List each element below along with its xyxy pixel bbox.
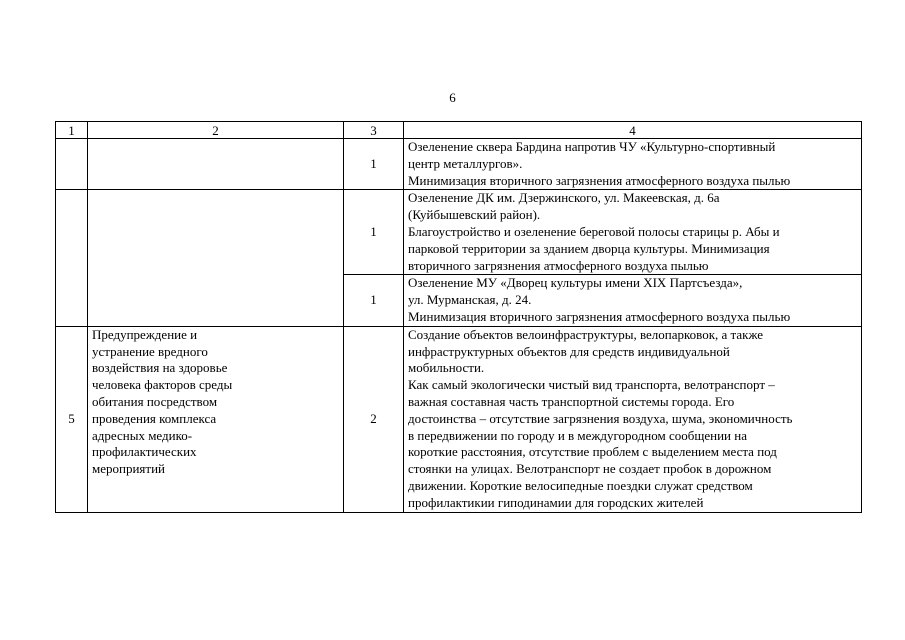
row-number-cell [56,190,88,326]
description-cell [404,190,862,275]
task-cell [88,139,344,190]
amount-cell: 1 [344,190,404,275]
header-cell-3: 3 [344,122,404,139]
task-line: адресных медико- [92,427,193,443]
task-line: человека факторов среды [92,377,233,393]
task-line: проведения комплекса [92,410,217,426]
description-line: Озеленение ДК им. Дзержинского, ул. Макеевская, д. 6а [408,190,720,206]
description-line: Минимизация вторичного загрязнения атмосферного воздуха пылью [408,308,791,324]
table-header-row [56,122,862,139]
description-line: Озеленение МУ «Дворец культуры имени XIX Партсъезда», [408,275,743,291]
amount-cell: 1 [344,275,404,326]
description-line: Озеленение сквера Бардина напротив ЧУ «Культурно-спортивный [408,139,776,154]
table-row [56,139,862,190]
table-row [56,326,862,512]
task-cell [88,190,344,326]
amount-cell: 1 [344,139,404,190]
page-number: 6 [449,90,456,105]
description-line: Благоустройство и озеленение береговой полосы старицы р. Абы и [408,223,780,239]
description-line: стоянки на улицах. Велотранспорт не создает пробок в дорожном [408,461,772,477]
description-line: профилактикии гиподинамии для городских жителей [408,494,704,510]
description-line: (Куйбышевский район). [408,207,541,223]
description-line: Минимизация вторичного загрязнения атмосферного воздуха пылью [408,172,791,188]
description-line: важная составная часть транспортной системы города. Его [408,393,735,409]
task-line: устранение вредного [92,343,208,359]
description-line: движении. Короткие велосипедные поездки служат средством [408,477,753,493]
description-line: Как самый экологически чистый вид транспорта, велотранспорт – [408,377,775,393]
description-line: инфраструктурных объектов для средств индивидуальной [408,343,730,359]
description-line: достоинства – отсутствие загрязнения воздуха, шума, экономичность [408,410,793,426]
description-line: ул. Мурманская, д. 24. [408,292,532,308]
task-line: мероприятий [92,461,165,477]
task-line: обитания посредством [92,393,218,409]
header-cell-1: 1 [56,122,88,139]
header-cell-4: 4 [404,122,862,139]
description-line: центр металлургов». [408,155,523,171]
row-number-cell [56,139,88,190]
description-cell [404,326,862,512]
amount-cell: 2 [344,326,404,512]
task-cell [88,326,344,512]
description-line: парковой территории за зданием дворца культуры. Минимизация [408,240,770,256]
description-cell [404,139,862,190]
table-row [56,190,862,275]
description-line: Создание объектов велоинфраструктуры, велопарковок, а также [408,326,764,342]
row-number-cell: 5 [56,326,88,512]
task-line: воздействия на здоровье [92,360,228,376]
description-line: в передвижении по городу и в междугородном сообщении на [408,427,747,443]
description-line: вторичного загрязнения атмосферного воздуха пылью [408,257,709,273]
description-cell [404,275,862,326]
description-line: мобильности. [408,360,485,376]
description-line: короткие расстояния, отсутствие проблем с выделением места под [408,444,777,460]
header-cell-2: 2 [88,122,344,139]
measures-table [55,121,862,513]
task-line: профилактических [92,444,197,460]
task-line: Предупреждение и [92,326,198,342]
